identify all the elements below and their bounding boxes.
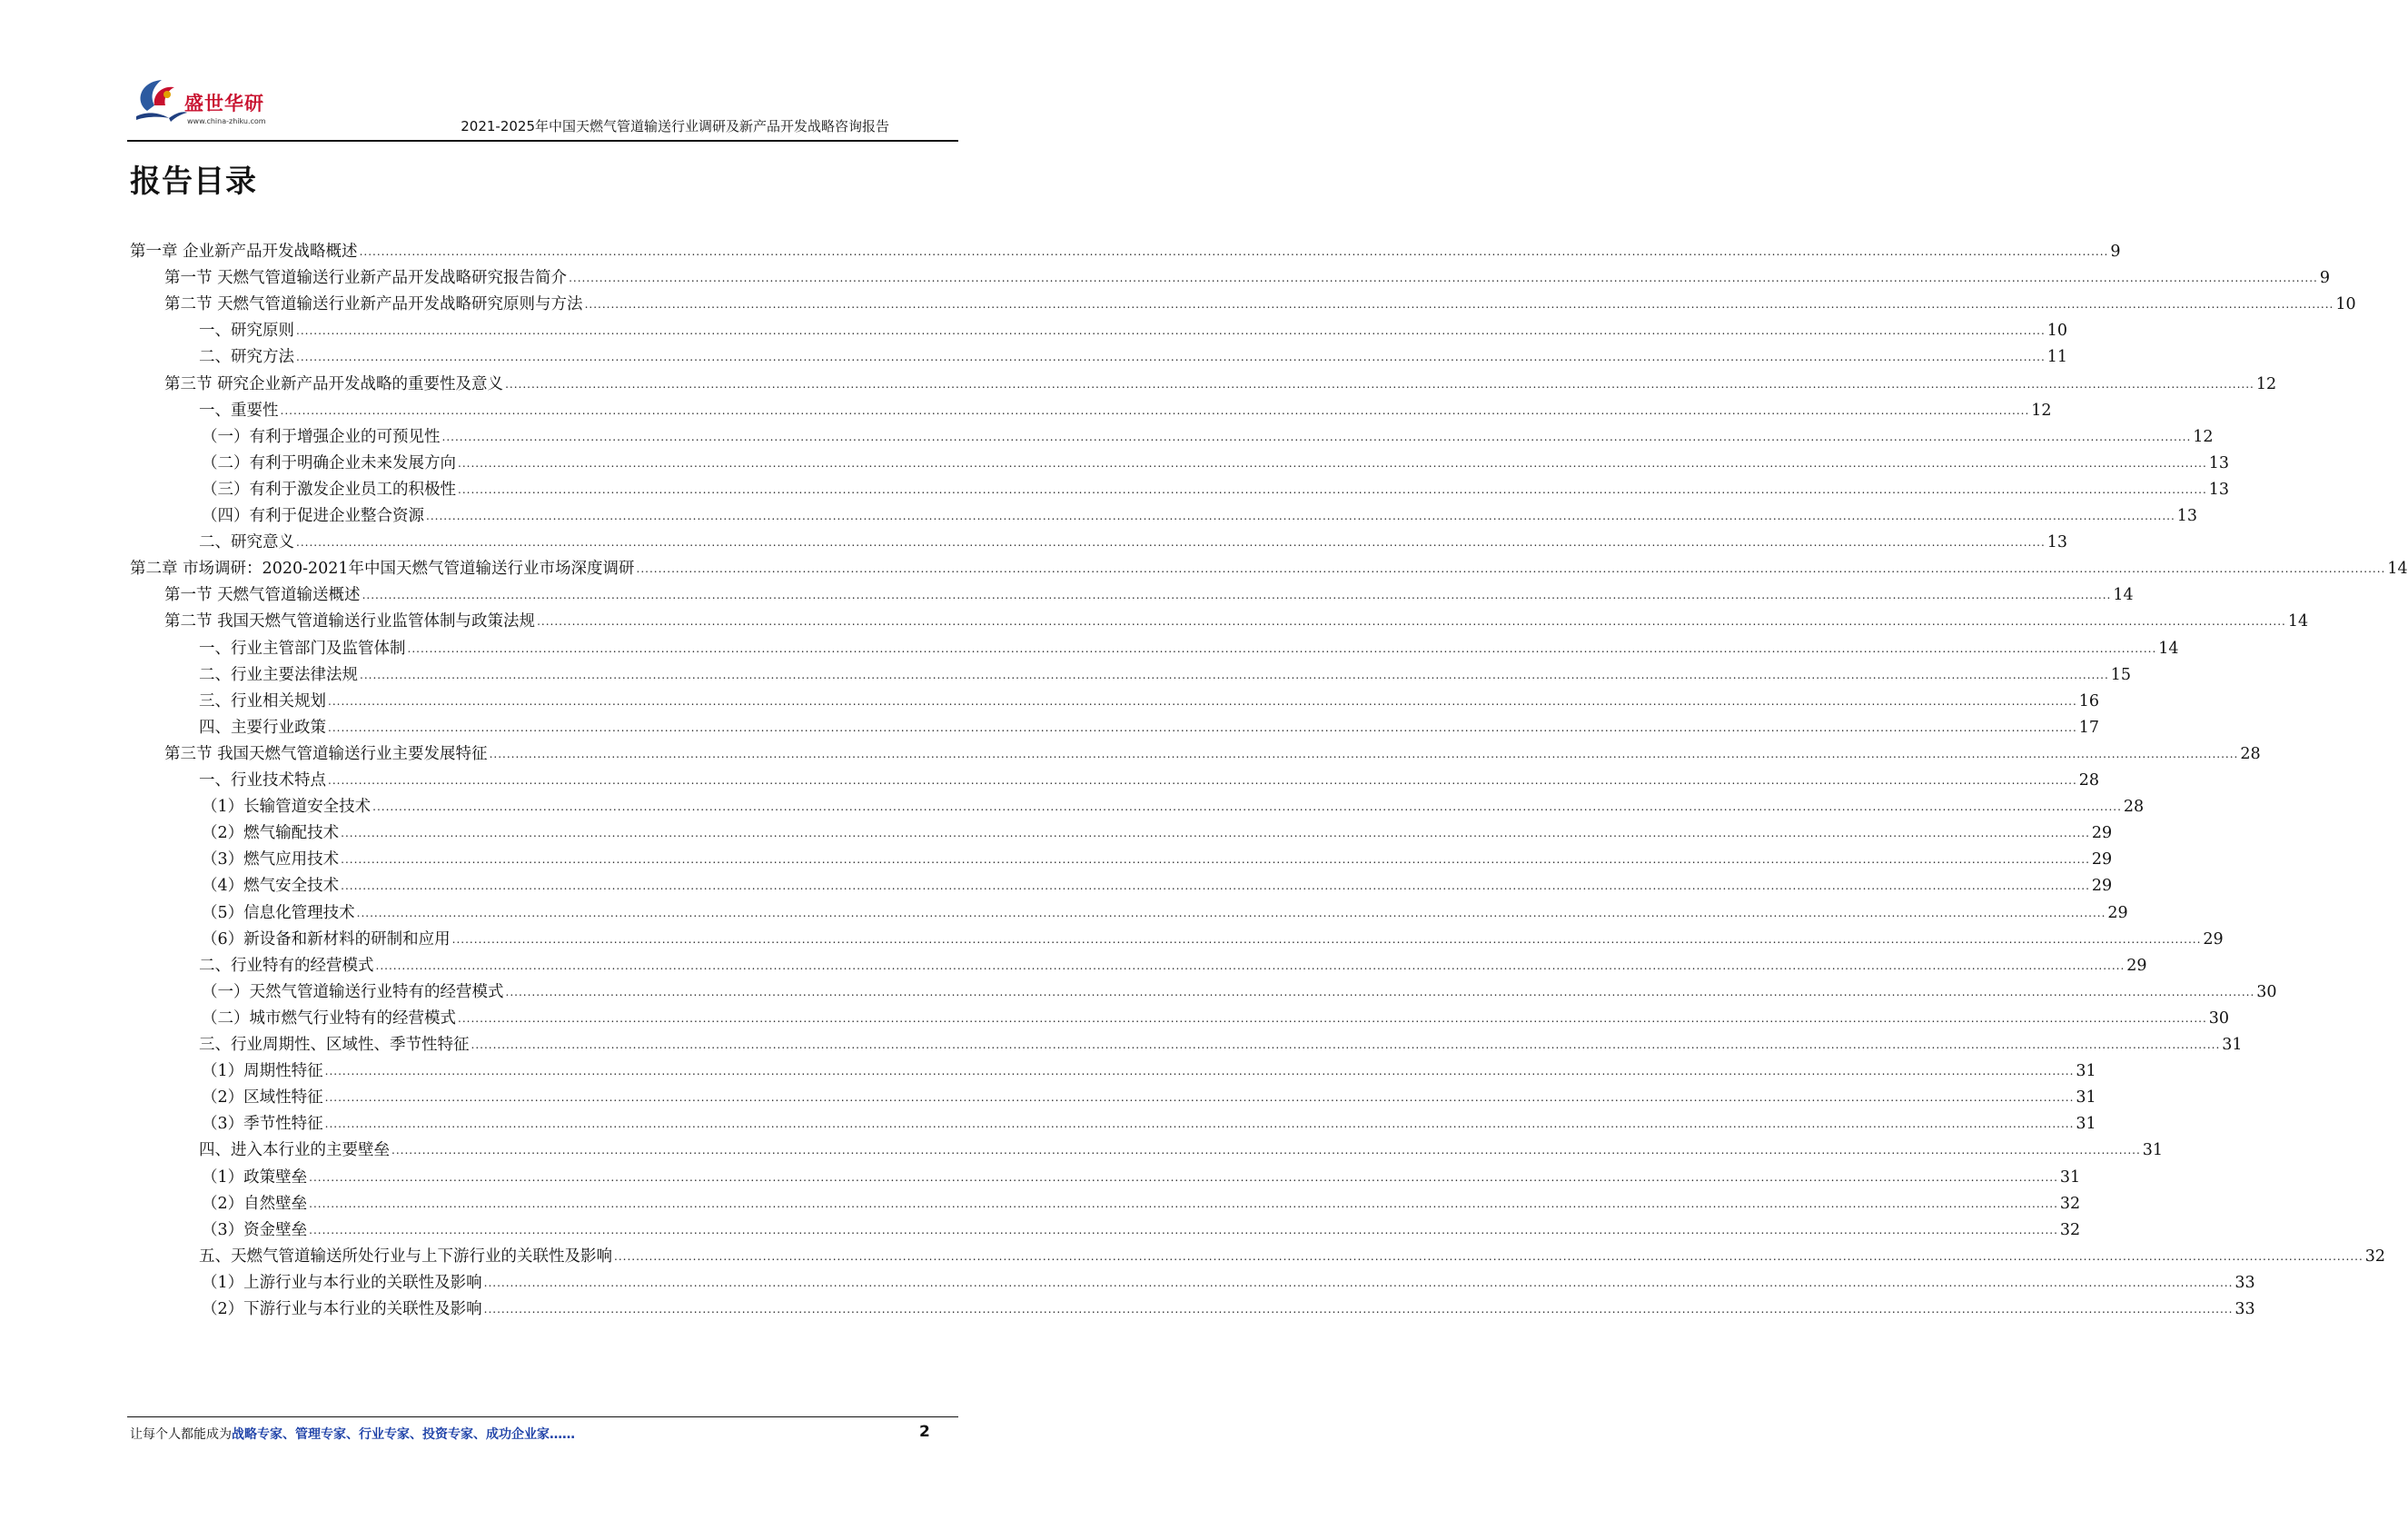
header-divider bbox=[127, 140, 958, 142]
toc-dot-leader: ................................................................................................................................................................................................................................................................................................................................................................................................................ bbox=[328, 720, 2077, 734]
toc-dot-leader: ................................................................................................................................................................................................................................................................................................................................................................................................................ bbox=[426, 510, 2175, 522]
logo-url: www.china-zhiku.com bbox=[187, 117, 266, 125]
toc-entry-title: （4）燃气安全技术 bbox=[202, 877, 340, 896]
toc-entry-page: 30 bbox=[2256, 982, 2277, 1001]
toc-entry-page: 28 bbox=[2078, 771, 2100, 790]
toc-entry-title: 第一章 企业新产品开发战略概述 bbox=[130, 243, 358, 261]
toc-entry-page: 12 bbox=[2193, 427, 2214, 446]
toc-entry-title: 一、重要性 bbox=[199, 401, 279, 420]
toc-entry-title: （三）有利于激发企业员工的积极性 bbox=[202, 480, 456, 499]
toc-entry[interactable] bbox=[202, 1110, 2096, 1138]
footer-divider bbox=[127, 1416, 958, 1417]
footer-slogan-prefix: 让每个人都能成为 bbox=[130, 1427, 232, 1442]
toc-dot-leader: ................................................................................................................................................................................................................................................................................................................................................................................................................ bbox=[309, 1170, 2058, 1184]
toc-entry[interactable] bbox=[199, 1137, 2164, 1165]
footer-slogan bbox=[130, 1425, 575, 1443]
toc-dot-leader: ................................................................................................................................................................................................................................................................................................................................................................................................................ bbox=[537, 615, 2286, 629]
toc-entry-title: 三、行业相关规划 bbox=[199, 691, 326, 710]
toc-entry-page: 13 bbox=[2046, 533, 2068, 552]
toc-entry-page: 29 bbox=[2091, 824, 2113, 843]
toc-dot-leader: ................................................................................................................................................................................................................................................................................................................................................................................................................ bbox=[471, 1038, 2221, 1051]
toc-dot-leader: ................................................................................................................................................................................................................................................................................................................................................................................................................ bbox=[391, 1144, 2141, 1157]
toc-dot-leader: ................................................................................................................................................................................................................................................................................................................................................................................................................ bbox=[324, 1065, 2075, 1078]
toc-entry-title: 二、行业特有的经营模式 bbox=[199, 956, 374, 975]
toc-entry-title: 第二章 市场调研：2020-2021年中国天燃气管道输送行业市场深度调研 bbox=[130, 560, 635, 579]
toc-entry-page: 14 bbox=[2287, 612, 2309, 631]
logo-name: 盛世华研 bbox=[184, 93, 264, 114]
toc-entry-page: 31 bbox=[2222, 1036, 2243, 1054]
toc-entry[interactable] bbox=[164, 581, 2134, 610]
toc-dot-leader: ................................................................................................................................................................................................................................................................................................................................................................................................................ bbox=[458, 1011, 2207, 1025]
toc-entry-page: 29 bbox=[2091, 877, 2113, 896]
toc-entry-title: 三、行业周期性、区域性、季节性特征 bbox=[199, 1036, 470, 1054]
toc-entry-page: 29 bbox=[2126, 956, 2147, 975]
toc-entry[interactable] bbox=[164, 371, 2277, 399]
toc-entry-title: 第三节 研究企业新产品开发战略的重要性及意义 bbox=[164, 374, 504, 393]
toc-entry-page: 31 bbox=[2076, 1088, 2096, 1108]
toc-dot-leader: ................................................................................................................................................................................................................................................................................................................................................................................................................ bbox=[407, 641, 2157, 655]
toc-entry[interactable] bbox=[202, 1058, 2096, 1086]
toc-dot-leader: ................................................................................................................................................................................................................................................................................................................................................................................................................ bbox=[309, 1197, 2058, 1210]
toc-dot-leader: ................................................................................................................................................................................................................................................................................................................................................................................................................ bbox=[296, 324, 2046, 338]
toc-entry[interactable] bbox=[202, 1217, 2081, 1245]
toc-dot-leader: ................................................................................................................................................................................................................................................................................................................................................................................................................ bbox=[359, 245, 2109, 258]
toc-entry[interactable] bbox=[202, 820, 2113, 848]
toc-entry-title: （1）周期性特征 bbox=[202, 1062, 323, 1081]
toc-dot-leader: ................................................................................................................................................................................................................................................................................................................................................................................................................ bbox=[441, 430, 2192, 443]
page-title: 报告目录 bbox=[130, 164, 257, 200]
toc-entry-page: 10 bbox=[2335, 295, 2356, 314]
toc-entry-title: 四、主要行业政策 bbox=[199, 718, 326, 737]
toc-entry-title: （3）资金壁垒 bbox=[202, 1220, 308, 1239]
page-header bbox=[0, 0, 1082, 145]
toc-dot-leader: ................................................................................................................................................................................................................................................................................................................................................................................................................ bbox=[362, 589, 2112, 602]
toc-dot-leader: ................................................................................................................................................................................................................................................................................................................................................................................................................ bbox=[451, 932, 2202, 946]
toc-dot-leader: ................................................................................................................................................................................................................................................................................................................................................................................................................ bbox=[296, 536, 2046, 550]
toc-dot-leader: ................................................................................................................................................................................................................................................................................................................................................................................................................ bbox=[341, 827, 2090, 840]
toc-entry[interactable] bbox=[202, 1269, 2255, 1297]
toc-dot-leader: ................................................................................................................................................................................................................................................................................................................................................................................................................ bbox=[458, 456, 2207, 470]
toc-entry-title: 第一节 天燃气管道输送概述 bbox=[164, 586, 361, 605]
toc-dot-leader: ................................................................................................................................................................................................................................................................................................................................................................................................................ bbox=[483, 1303, 2234, 1316]
toc-entry-page: 14 bbox=[2158, 639, 2179, 658]
toc-entry[interactable] bbox=[164, 264, 2330, 293]
toc-dot-leader: ................................................................................................................................................................................................................................................................................................................................................................................................................ bbox=[372, 800, 2122, 814]
toc-entry-title: （二）城市燃气行业特有的经营模式 bbox=[202, 1008, 456, 1028]
toc-entry-page: 29 bbox=[2107, 903, 2128, 922]
toc-dot-leader: ................................................................................................................................................................................................................................................................................................................................................................................................................ bbox=[375, 959, 2126, 972]
toc-entry[interactable] bbox=[202, 502, 2198, 531]
toc-dot-leader: ................................................................................................................................................................................................................................................................................................................................................................................................................ bbox=[483, 1276, 2234, 1289]
toc-entry-page: 32 bbox=[2059, 1220, 2081, 1239]
toc-entry-page: 32 bbox=[2364, 1247, 2386, 1266]
toc-entry[interactable] bbox=[202, 450, 2230, 478]
toc-dot-leader: ................................................................................................................................................................................................................................................................................................................................................................................................................ bbox=[505, 985, 2255, 998]
toc-entry[interactable] bbox=[202, 846, 2113, 874]
toc-entry-title: 第二节 我国天燃气管道输送行业监管体制与政策法规 bbox=[164, 612, 536, 631]
toc-entry[interactable] bbox=[199, 767, 2100, 795]
toc-entry[interactable] bbox=[199, 714, 2100, 742]
toc-entry-page: 15 bbox=[2110, 665, 2132, 684]
toc-entry[interactable] bbox=[199, 635, 2179, 663]
toc-entry[interactable] bbox=[202, 926, 2224, 954]
toc-dot-leader: ................................................................................................................................................................................................................................................................................................................................................................................................................ bbox=[324, 1091, 2075, 1105]
toc-entry[interactable] bbox=[164, 608, 2309, 636]
toc-entry-page: 16 bbox=[2078, 691, 2100, 710]
toc-entry[interactable] bbox=[199, 343, 2068, 372]
toc-entry-page: 12 bbox=[2255, 374, 2277, 393]
toc-entry-title: （3）季节性特征 bbox=[202, 1115, 323, 1134]
toc-entry-page: 33 bbox=[2235, 1273, 2255, 1292]
toc-entry-page: 14 bbox=[2113, 586, 2134, 605]
toc-entry-page: 32 bbox=[2059, 1194, 2081, 1213]
toc-dot-leader: ................................................................................................................................................................................................................................................................................................................................................................................................................ bbox=[356, 906, 2106, 919]
toc-entry-page: 11 bbox=[2046, 348, 2068, 367]
toc-entry-title: （1）上游行业与本行业的关联性及影响 bbox=[202, 1273, 482, 1292]
toc-entry[interactable] bbox=[202, 979, 2277, 1007]
toc-entry-title: （一）有利于增强企业的可预见性 bbox=[202, 427, 441, 446]
toc-entry[interactable] bbox=[199, 661, 2132, 690]
toc-entry-page: 17 bbox=[2078, 718, 2100, 737]
toc-entry[interactable] bbox=[199, 1243, 2386, 1271]
toc-entry-page: 29 bbox=[2091, 850, 2113, 869]
toc-entry-title: 第三节 我国天燃气管道输送行业主要发展特征 bbox=[164, 744, 488, 763]
toc-entry[interactable] bbox=[202, 793, 2145, 821]
toc-entry-title: 五、天燃气管道输送所处行业与上下游行业的关联性及影响 bbox=[199, 1247, 612, 1266]
toc-entry[interactable] bbox=[130, 555, 2408, 583]
footer-slogan-highlight: 战略专家、管理专家、行业专家、投资专家、成功企业家…… bbox=[232, 1427, 575, 1442]
toc-entry[interactable] bbox=[202, 899, 2128, 928]
toc-entry-title: （6）新设备和新材料的研制和应用 bbox=[202, 929, 451, 949]
toc-entry[interactable] bbox=[164, 291, 2356, 319]
toc-entry[interactable] bbox=[199, 397, 2052, 425]
toc-dot-leader: ................................................................................................................................................................................................................................................................................................................................................................................................................ bbox=[324, 1118, 2075, 1131]
toc-dot-leader: ................................................................................................................................................................................................................................................................................................................................................................................................................ bbox=[296, 351, 2046, 364]
toc-entry-title: （2）下游行业与本行业的关联性及影响 bbox=[202, 1300, 482, 1318]
toc-entry-title: （1）长输管道安全技术 bbox=[202, 798, 372, 817]
toc-entry-page: 33 bbox=[2235, 1300, 2255, 1318]
toc-entry-page: 31 bbox=[2059, 1167, 2081, 1187]
toc-dot-leader: ................................................................................................................................................................................................................................................................................................................................................................................................................ bbox=[341, 853, 2090, 867]
toc-entry-title: 第一节 天燃气管道输送行业新产品开发战略研究报告简介 bbox=[164, 269, 568, 288]
toc-entry-title: 第二节 天燃气管道输送行业新产品开发战略研究原则与方法 bbox=[164, 295, 583, 314]
toc-entry-title: 一、研究原则 bbox=[199, 322, 294, 341]
toc-entry-page: 9 bbox=[2110, 243, 2121, 261]
toc-entry[interactable] bbox=[130, 238, 2121, 266]
toc-dot-leader: ................................................................................................................................................................................................................................................................................................................................................................................................................ bbox=[458, 482, 2207, 496]
toc-entry[interactable] bbox=[202, 1084, 2096, 1112]
toc-entry[interactable] bbox=[202, 872, 2113, 900]
page-number: 2 bbox=[919, 1423, 930, 1441]
toc-entry-title: （1）政策壁垒 bbox=[202, 1167, 308, 1187]
toc-entry-title: （二）有利于明确企业未来发展方向 bbox=[202, 453, 456, 472]
toc-dot-leader: ................................................................................................................................................................................................................................................................................................................................................................................................................ bbox=[636, 562, 2386, 576]
toc-entry[interactable] bbox=[202, 476, 2230, 504]
report-title: 2021-2025年中国天燃气管道输送行业调研及新产品开发战略咨询报告 bbox=[461, 118, 889, 134]
toc-entry-title: 二、行业主要法律法规 bbox=[199, 665, 358, 684]
toc-entry-title: （2）燃气输配技术 bbox=[202, 824, 340, 843]
toc-entry[interactable] bbox=[199, 1031, 2243, 1059]
toc-entry-page: 13 bbox=[2208, 453, 2230, 472]
toc-entry[interactable] bbox=[199, 952, 2147, 980]
toc-entry[interactable] bbox=[202, 1005, 2230, 1033]
toc-entry[interactable] bbox=[164, 740, 2261, 769]
toc-dot-leader: ................................................................................................................................................................................................................................................................................................................................................................................................................ bbox=[614, 1249, 2363, 1263]
toc-entry-title: （四）有利于促进企业整合资源 bbox=[202, 507, 424, 525]
toc-entry-title: 一、行业技术特点 bbox=[199, 771, 326, 790]
toc-dot-leader: ................................................................................................................................................................................................................................................................................................................................................................................................................ bbox=[328, 694, 2077, 708]
toc-entry-page: 31 bbox=[2076, 1062, 2096, 1081]
toc-entry-title: （3）燃气应用技术 bbox=[202, 850, 340, 869]
toc-entry[interactable] bbox=[199, 688, 2100, 716]
toc-entry-title: 二、研究方法 bbox=[199, 348, 294, 367]
toc-entry-page: 10 bbox=[2046, 322, 2068, 341]
toc-entry[interactable] bbox=[202, 1296, 2255, 1324]
toc-entry-page: 31 bbox=[2142, 1141, 2164, 1160]
toc-dot-leader: ................................................................................................................................................................................................................................................................................................................................................................................................................ bbox=[328, 774, 2077, 787]
toc-entry-page: 14 bbox=[2387, 560, 2408, 579]
toc-dot-leader: ................................................................................................................................................................................................................................................................................................................................................................................................................ bbox=[341, 879, 2090, 893]
toc-entry[interactable] bbox=[202, 1164, 2081, 1192]
toc-entry-page: 31 bbox=[2076, 1115, 2096, 1134]
toc-dot-leader: ................................................................................................................................................................................................................................................................................................................................................................................................................ bbox=[505, 377, 2254, 391]
toc-entry-page: 29 bbox=[2203, 929, 2224, 949]
toc-entry-page: 9 bbox=[2319, 269, 2330, 288]
toc-entry-page: 12 bbox=[2031, 401, 2052, 420]
toc-entry[interactable] bbox=[199, 317, 2068, 345]
toc-entry[interactable] bbox=[202, 423, 2214, 452]
toc-entry-title: 一、行业主管部门及监管体制 bbox=[199, 639, 406, 658]
toc-entry-page: 30 bbox=[2208, 1008, 2230, 1028]
toc-dot-leader: ................................................................................................................................................................................................................................................................................................................................................................................................................ bbox=[309, 1223, 2058, 1237]
toc-entry-title: 四、进入本行业的主要壁垒 bbox=[199, 1141, 390, 1160]
toc-entry-title: 二、研究意义 bbox=[199, 533, 294, 552]
toc-dot-leader: ................................................................................................................................................................................................................................................................................................................................................................................................................ bbox=[360, 668, 2109, 681]
toc-entry[interactable] bbox=[199, 529, 2068, 557]
toc-entry[interactable] bbox=[202, 1190, 2081, 1218]
toc-dot-leader: ................................................................................................................................................................................................................................................................................................................................................................................................................ bbox=[584, 298, 2334, 312]
toc-entry-page: 28 bbox=[2240, 744, 2261, 763]
toc-entry-title: （2）自然壁垒 bbox=[202, 1194, 308, 1213]
toc-entry-title: （5）信息化管理技术 bbox=[202, 903, 355, 922]
toc-entry-page: 13 bbox=[2208, 480, 2230, 499]
toc-entry-title: （一）天然气管道输送行业特有的经营模式 bbox=[202, 982, 504, 1001]
toc-entry-page: 28 bbox=[2123, 798, 2145, 817]
toc-dot-leader: ................................................................................................................................................................................................................................................................................................................................................................................................................ bbox=[489, 747, 2239, 760]
toc-dot-leader: ................................................................................................................................................................................................................................................................................................................................................................................................................ bbox=[280, 403, 2030, 417]
toc-dot-leader: ................................................................................................................................................................................................................................................................................................................................................................................................................ bbox=[569, 272, 2318, 285]
toc-entry-title: （2）区域性特征 bbox=[202, 1088, 323, 1108]
toc-entry-page: 13 bbox=[2176, 507, 2198, 525]
